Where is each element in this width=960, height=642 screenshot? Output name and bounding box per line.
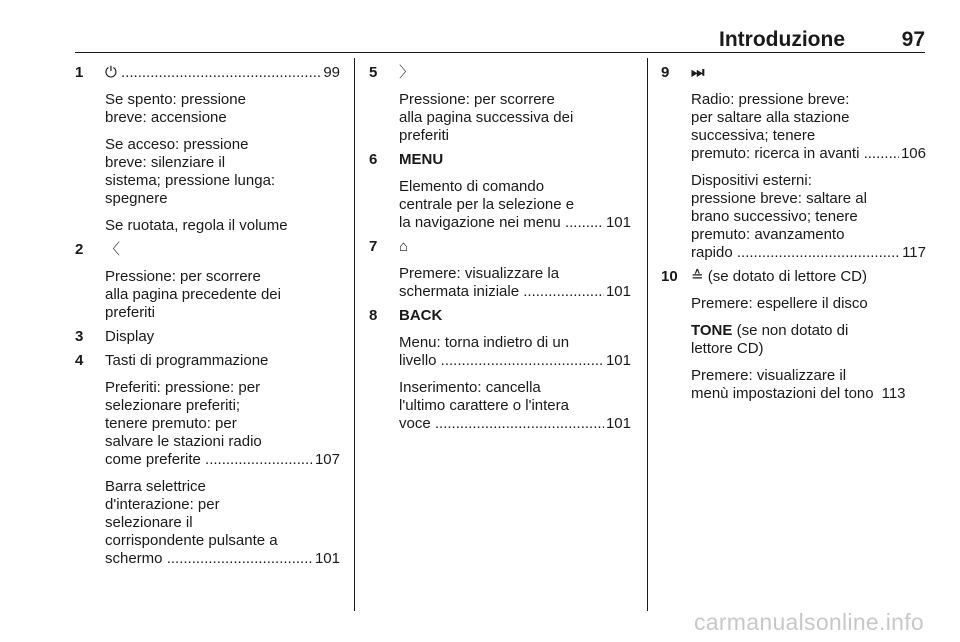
page-ref[interactable]: 101 (314, 550, 340, 567)
item-number: 8 (369, 307, 378, 324)
item-9 (661, 64, 926, 262)
item-label: Display (105, 328, 155, 345)
skip-forward-icon: ⏭ (691, 64, 705, 81)
paragraph: Premere: espellere il disco (691, 295, 868, 312)
text-line: Elemento di comando (399, 178, 545, 195)
text-line: selezionare il (105, 514, 193, 531)
text-line: preferiti (399, 127, 450, 144)
ref-line (399, 214, 631, 232)
text-line: lettore CD) (691, 340, 764, 357)
page-ref[interactable]: 99 (323, 64, 340, 81)
text-line: come preferite ..... (105, 451, 313, 469)
paragraph (691, 322, 926, 358)
item-number: 2 (75, 241, 84, 258)
text-line: centrale per la selezione e (399, 196, 575, 213)
paragraph (399, 265, 631, 301)
text-line: Menu: torna indietro di un (399, 334, 570, 351)
text-line: l'ultimo carattere o l'intera (399, 397, 569, 414)
page-title: Introduzione (719, 28, 845, 51)
page-ref[interactable]: 101 (605, 415, 631, 432)
item-4 (75, 352, 340, 568)
text-line: livello ..... (399, 352, 604, 370)
item-2 (75, 241, 340, 322)
paragraph (105, 268, 340, 322)
ref-line (399, 352, 631, 370)
text-line: Barra selettrice (105, 478, 206, 495)
eject-icon: ≙ (691, 268, 704, 285)
home-icon: ⌂ (399, 238, 409, 255)
page-ref[interactable]: 107 (314, 451, 340, 468)
watermark: carmanualsonline.info (693, 609, 924, 635)
ref-line (399, 283, 631, 301)
text-line: d'interazione: per (105, 496, 220, 513)
text-line: selezionare preferiti; (105, 397, 241, 414)
page-ref[interactable]: 101 (605, 283, 631, 300)
item-5 (369, 64, 631, 145)
ref-line (105, 451, 340, 469)
item-3 (75, 328, 340, 346)
text-line: rapido ..... (691, 244, 900, 262)
paragraph (105, 379, 340, 469)
text-line: tenere premuto: per (105, 415, 237, 432)
paragraph (105, 136, 340, 208)
item-number: 3 (75, 328, 84, 345)
text-line: pressione breve: saltare al (691, 190, 867, 207)
text-line: alla pagina successiva dei (399, 109, 574, 126)
page-ref[interactable]: 101 (605, 214, 631, 231)
text-line: breve: silenziare il (105, 154, 226, 171)
text-line: Radio: pressione breve: (691, 91, 850, 108)
text-line: (se non dotato di (732, 322, 849, 339)
column-1 (75, 64, 340, 568)
text-line: Se spento: pressione (105, 91, 246, 108)
text-line: Se acceso: pressione (105, 136, 249, 153)
page-ref[interactable]: 113 (881, 385, 906, 402)
text-line: Pressione: per scorrere (105, 268, 261, 285)
page-ref[interactable]: 101 (605, 352, 631, 369)
text-line: alla pagina precedente dei (105, 286, 281, 303)
text-line: schermo ..... (105, 550, 313, 568)
item-header (105, 64, 340, 82)
text-line: successiva; tenere (691, 127, 816, 144)
ref-line (691, 385, 926, 403)
paragraph (399, 91, 631, 145)
ref-line (691, 244, 926, 262)
tone-label: TONE (691, 322, 733, 339)
paragraph (399, 178, 631, 232)
page-ref[interactable]: 117 (902, 244, 926, 261)
paragraph (691, 91, 926, 163)
text-line: corrispondente pulsante a (105, 532, 278, 549)
item-number: 4 (75, 352, 84, 369)
item-6 (369, 151, 631, 232)
text-line: sistema; pressione lunga: (105, 172, 276, 189)
paragraph (399, 379, 631, 433)
paragraph (105, 91, 340, 127)
item-label: MENU (399, 151, 444, 168)
item-number: 9 (661, 64, 670, 81)
text-line: Preferiti: pressione: per (105, 379, 261, 396)
item-number: 6 (369, 151, 378, 168)
chevron-left-icon: 〈 (105, 241, 121, 258)
paragraph (399, 334, 631, 370)
page-ref[interactable]: 106 (900, 145, 926, 162)
text-line: breve: accensione (105, 109, 227, 126)
page-header (75, 26, 925, 53)
text-line: preferiti (105, 304, 156, 321)
text-line: Premere: visualizzare la (399, 265, 560, 282)
ref-line (691, 145, 926, 163)
column-2 (369, 64, 631, 433)
ref-line (399, 415, 631, 433)
text-line: menù impostazioni del tono (691, 385, 874, 402)
item-number: 5 (369, 64, 378, 81)
text-line: Pressione: per scorrere (399, 91, 555, 108)
text-line: salvare le stazioni radio (105, 433, 262, 450)
item-label: BACK (399, 307, 443, 324)
text-line: premuto: ricerca in avanti ..... (691, 145, 899, 163)
item-header (691, 268, 926, 286)
item-7 (369, 238, 631, 301)
paragraph (105, 478, 340, 568)
item-1 (75, 64, 340, 235)
item-8 (369, 307, 631, 433)
item-number: 1 (75, 64, 84, 81)
text-line: Inserimento: cancella (399, 379, 541, 396)
page-number: 97 (901, 28, 925, 51)
text-line: per saltare alla stazione (691, 109, 850, 126)
text-line: schermata iniziale ..... (399, 283, 604, 301)
text-line: premuto: avanzamento (691, 226, 845, 243)
text-line: Dispositivi esterni: (691, 172, 812, 189)
column-divider (354, 58, 355, 611)
ref-line (105, 550, 340, 568)
text-line: brano successivo; tenere (691, 208, 858, 225)
column-divider (647, 58, 648, 611)
item-10 (661, 268, 926, 403)
item-number: 10 (661, 268, 678, 285)
text-line: voce ..... (399, 415, 604, 433)
paragraph (691, 367, 926, 403)
column-3 (661, 64, 926, 403)
text-line: la navigazione nei menu ..... (399, 214, 604, 232)
item-label: Tasti di programmazione (105, 352, 269, 369)
text-line: Premere: visualizzare il (691, 367, 847, 384)
paragraph: Se ruotata, regola il volume (105, 217, 288, 234)
power-icon: ⏻ (105, 64, 117, 81)
item-number: 7 (369, 238, 378, 255)
paragraph (691, 172, 926, 262)
chevron-right-icon: 〉 (399, 64, 415, 81)
text-line: spegnere (105, 190, 168, 207)
item-label: (se dotato di lettore CD) (707, 268, 867, 285)
